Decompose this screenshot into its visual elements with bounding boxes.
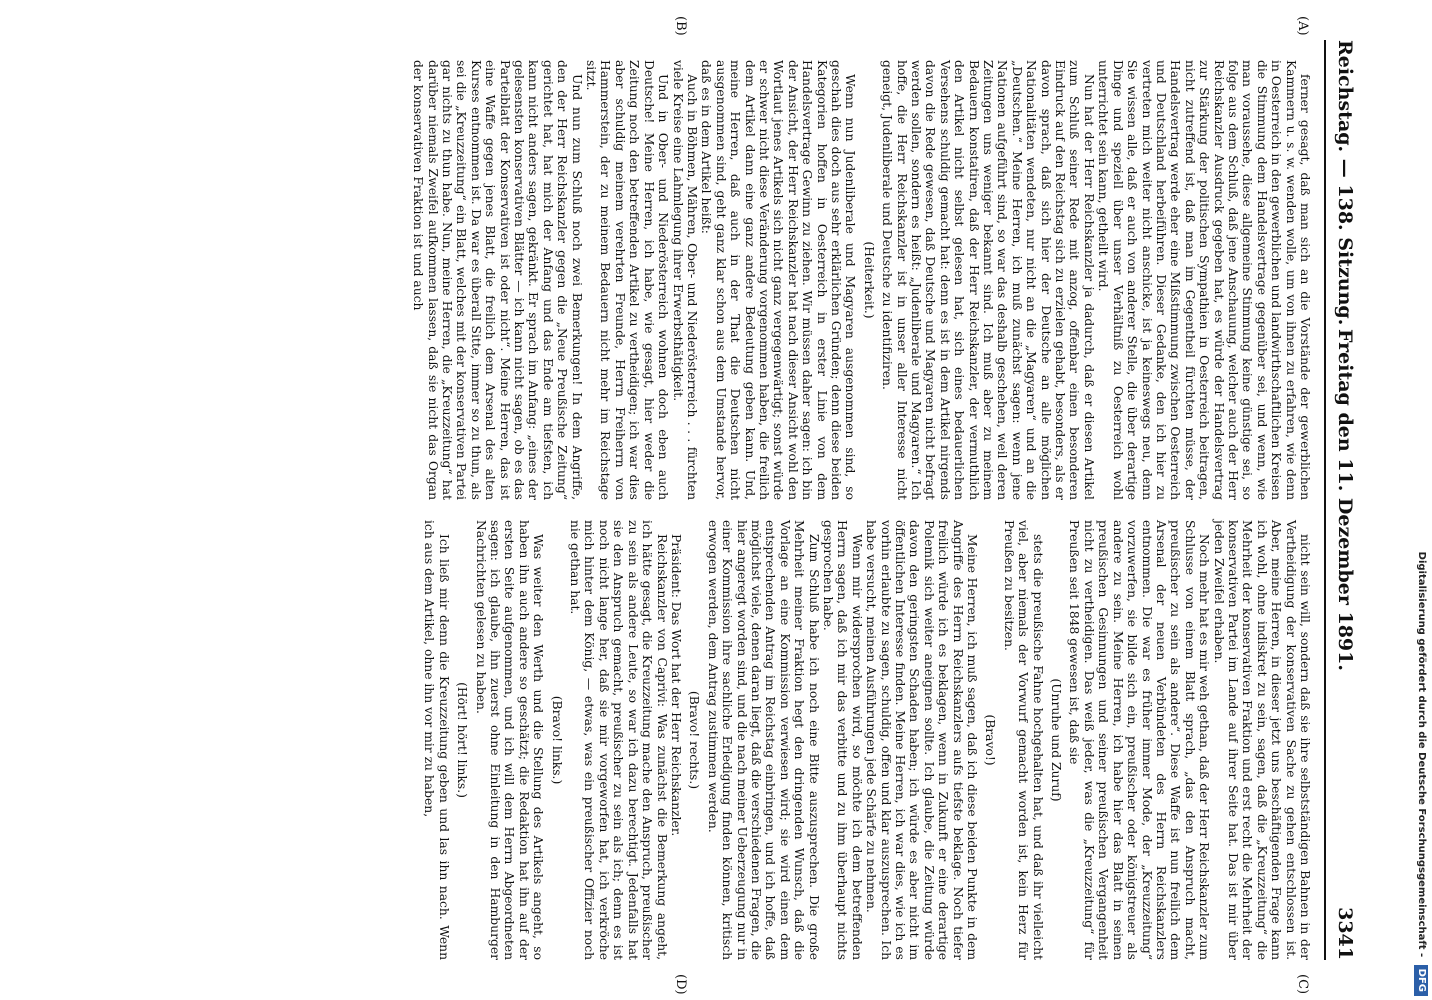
paragraph: Ich ließ mir denn die Kreuzzeitung geben und las ihn nach. Wenn ich aus dem Artikel, ohne ihn vor mir zu haben, bbox=[422, 520, 451, 960]
page-number: 3341 bbox=[1334, 907, 1356, 960]
stage-direction: (Bravo! rechts.) bbox=[687, 690, 702, 790]
paragraph: Auch in Böhmen, Mähren, Ober- und Niederösterreich . . . fürchten viele Kreise eine Lahmlegung ihrer Erwerbsthätigkeit. bbox=[670, 60, 699, 500]
dfg-watermark bbox=[1412, 4, 1430, 996]
watermark-text: Digitalisierung gefördert durch die Deutsche Forschungsgemeinschaft - bbox=[1416, 551, 1427, 958]
paragraph: ferner gesagt, daß man sich an die Vorstände der gewerblichen Kammern u. s. w. wenden wolle, um von ihnen zu erfahren, wie denn in Oesterreich in den gewerblichen und landwirthschaftlichen Kreisen die Stimmung dem Handelsvertrage gegenüber sei, und wenn, wie man voraussehe, diese allgemeine Stimmung keine günstige sei, so folge aus dem Schluß, daß jene Anschauung, welcher auch der Herr Reichskanzler Ausdruck gegeben hat, es würde der Handelsvertrag zur Stärkung der politischen Sympathien in Oesterreich beitragen, nicht zutreffend ist, daß man im Gegentheil fürchten müsse, der Handelsvertrag werde eher eine Mißstimmung zwischen Oesterreich und Deutschland herbeiführen. Dieser Gedanke, den ich hier zu vertreten mich weiter nicht anschicke, ist ja keineswegs neu, denn Sie wissen alle, daß er auch von anderer Stelle, die über derartige Dinge und speziell über unser Verhältniß zu Oesterreich wohl unterrichtet sein kann, getheilt wird. bbox=[1096, 60, 1312, 500]
paragraph: Reichskanzler von Caprivi: Was zunächst die Bemerkung angeht, ich hätte gesagt, die Kreuzzeitung mache den Anspruch, preußischer zu sein als andere Leute, so war ich dazu berechtigt. Jedenfalls hat sie den Anspruch gemacht, preußischer zu sein als ich; denn es ist noch nicht lange her, daß sie mir vorgeworfen hat, ich verkröche mich hinter dem König, — etwas, was ein preußischer Offizier noch nie gethan hat. bbox=[568, 520, 669, 960]
paragraph: Was weiter den Werth und die Stellung des Artikels angeht, so haben ihn auch andere so geschätzt; die Redaktion hat ihn auf der ersten Seite aufgenommen, und ich will dem Herrn Abgeordneten sagen: ich glaube, ihn zuerst ohne Einleitung in den Hamburger Nachrichten gelesen zu haben. bbox=[473, 520, 546, 960]
stage-direction: (Unruhe und Zuruf) bbox=[1049, 678, 1064, 802]
paragraph: Präsident: Das Wort hat der Herr Reichskanzler. bbox=[668, 534, 683, 837]
dfg-logo: DFG bbox=[1414, 965, 1428, 996]
paragraph: Und in Ober- und Niederösterreich wohnen doch eben auch Deutsche! Meine Herren, ich habe, wie gesagt, hier weder die Zeitung noch den betreffenden Artikel zu vertheidigen; ich war dies aber schuldig meinem verehrten Freunde, Herrn Freiherrn von Hammerstein, der zu meinem Bedauern nicht mehr im Reichstage sitzt. bbox=[584, 60, 671, 500]
text-column-right bbox=[422, 520, 1312, 960]
stage-direction: (Bravo!) bbox=[983, 714, 998, 766]
paragraph: nicht sein will, sondern daß sie ihre selbstständigen Bahnen in der Vertheidigung der konservativen Sache zu gehen entschlossen ist. Aber, meine Herren, in dieser jetzt uns beschäftigenden Frage kann ich wohl, ohne indiskret zu sein, sagen, daß die „Kreuzzeitung“ die Mehrheit der konservativen Fraktion und erst recht die Mehrheit der konservativen Partei im Lande auf ihrer Seite hat. Das ist mir über jeden Zweifel erhaben. bbox=[1211, 520, 1312, 960]
stage-direction: (Hört! hört! links.) bbox=[455, 682, 470, 798]
margin-marker-a: (A) bbox=[1295, 16, 1310, 36]
paragraph: Wenn nun Judenliberale und Magyaren ausgenommen sind, so geschah dies doch aus sehr erklärlichen Gründen; denn diese beiden Kategorien hoffen in Oesterreich in erster Linie von dem Handelsvertrage Gewinn zu ziehen. Wir müssen daher sagen: ich bin der Ansicht, der Herr Reichskanzler hat nach dieser Ansicht wohl den Wortlaut jenes Artikels sich nicht ganz vergegenwärtigt; sonst würde er schwer nicht diese Veränderung vorgenommen haben, die freilich dem Artikel dann eine ganz andere Bedeutung geben kann. Und, meine Herren, daß auch in der That die Deutschen nicht ausgenommen sind, geht ganz klar schon aus dem Umstande hervor, daß es in dem Artikel heißt: bbox=[699, 60, 858, 500]
page-header bbox=[1324, 40, 1360, 960]
paragraph: Noch mehr hat es mir weh gethan, daß der Herr Reichskanzler zum Schlusse von einem Blatt sprach, „das den Anspruch macht, preußischer zu sein als andere“. Diese Waffe ist nun freilich dem Arsenal der neuen Verbündeten des Herrn Reichskanzlers entnommen. Die war es früher immer Mode, der „Kreuzzeitung“ vorzuwerfen, sie bilde sich ein, preußischer oder königstreuer als andere zu sein. Meine Herren, ich habe hier das Blatt in seinen preußischen Gesinnungen und seiner preußischen Vergangenheit nicht zu vertheidigen. Das weiß jeder, was die „Kreuzzeitung“ für Preußen seit 1848 gewesen ist, daß sie bbox=[1067, 520, 1212, 960]
stage-direction: (Heiterkeit.) bbox=[861, 241, 876, 319]
paragraph: Zum Schluß habe ich noch eine Bitte auszusprechen. Die große Mehrheit meiner Fraktion hegt den dringenden Wunsch, daß die Vorlage an eine Kommission verwiesen wird; sie wird einen dem entsprechenden Antrag im Reichstag einbringen, und ich hoffe, daß möglichst viele, denen daran liegt, daß die verschiedenen Fragen, die hier angeregt worden sind, und die nach meiner Ueberzeugung nur in einer Kommission ihre sachliche Erledigung finden können, kritisch erwogen werden, dem Antrag zustimmen werden. bbox=[705, 520, 821, 960]
text-column-left bbox=[411, 60, 1312, 500]
margin-marker-b: (B) bbox=[673, 16, 688, 36]
stage-direction: (Bravo! links.) bbox=[549, 695, 564, 785]
header-date: Freitag den 11. Dezember 1891. bbox=[1334, 329, 1356, 671]
paragraph: Nun hat der Herr Reichskanzler ja dadurch, daß er diesen Artikel zum Schluß seiner Rede mit anzog, offenbar einen besonderen Eindruck auf den Reichstag sich zu erzielen gehabt, besonders, als er davon sprach, daß sich hier der Deutsche an alle möglichen Nationalitäten wendeten, nur nicht an die „Magyaren“ und an die „Deutschen.“ Meine Herren, ich muß zunächst sagen: wenn jene Nationen aufgeführt sind, so war das deshalb geschehen, weil deren Zeitungen uns weniger bekannt sind. Ich muß aber zu meinem Bedauern konstatiren, daß der Herr Reichskanzler, der vermuthlich den Artikel nicht selbst gelesen hat, sich eines bedauerlichen Versehens schuldig gemacht hat: denn es ist in dem Artikel nirgends davon die Rede gewesen, daß Deutsche und Magyaren nicht befragt werden sollen, sondern es heißt: „Judenliberale und Magyaren.“ Ich hoffe, die Herr Reichskanzler ist in unser aller Interesse nicht geneigt, Judenliberale und Deutsche zu identifiziren. bbox=[880, 60, 1096, 500]
paragraph: Und nun zum Schluß noch zwei Bemerkungen! In dem Angriffe, den der Herr Reichskanzler gegen die „Neue Preußische Zeitung“ gerichtet hat, hat mich der Anfang und das Ende am tiefsten, ich kann nicht anders sagen, gekränkt. Er sprach im Anfang: „eines der gelesensten konservativen Blätter — ich kann nicht sagen, ob es das Parteiblatt der Konservativen ist oder nicht“. Meine Herren, das ist eine Waffe gegen jenes Blatt, die freilich dem Arsenal des alten Kurses entnommen ist. Da war es überall Sitte, immer so zu thun, als sei die „Kreuzzeitung“ ein Blatt, welches mit der konservativen Partei gar nichts zu thun habe. Nun, meine Herren, die „Kreuzzeitung“ hat darüber niemals Zweifel aufkommen lassen, daß sie nicht das Organ der konservativen Fraktion ist und auch bbox=[411, 60, 584, 500]
paragraph: Wenn mir widersprochen wird, so möchte ich dem betreffenden Herrn sagen, daß ich mir das verbitte und zu ihm überhaupt nichts gesprochen habe. bbox=[821, 520, 864, 960]
header-left: Reichstag. — 138. Sitzung. bbox=[1334, 40, 1356, 326]
margin-marker-d: (D) bbox=[673, 974, 688, 995]
paragraph: stets die preußische Fahne hochgehalten hat, und daß ihr vielleicht viel, aber niemals der Vorwurf gemacht worden ist, kein Herz für Preußen zu besitzen. bbox=[1001, 520, 1045, 960]
margin-marker-c: (C) bbox=[1295, 974, 1310, 995]
paragraph: Meine Herren, ich muß sagen, daß ich diese beiden Punkte in dem Angriffe des Herrn Reichskanzlers aufs tiefste beklage. Noch tiefer freilich würde ich es beklagen, wenn in Zukunft er eine derartige Polemik sich weiter aneignen sollte. Ich glaube, die Zeitung würde davon den geringsten Schaden haben; ich würde es aber nicht im öffentlichen Interesse finden. Meine Herren, ich war dies, wie ich es vorhin erlaubte zu sagen, schuldig, offen und klar auszusprechen. Ich habe versucht, meinen Ausführungen jede Schärfe zu nehmen. bbox=[864, 520, 980, 960]
